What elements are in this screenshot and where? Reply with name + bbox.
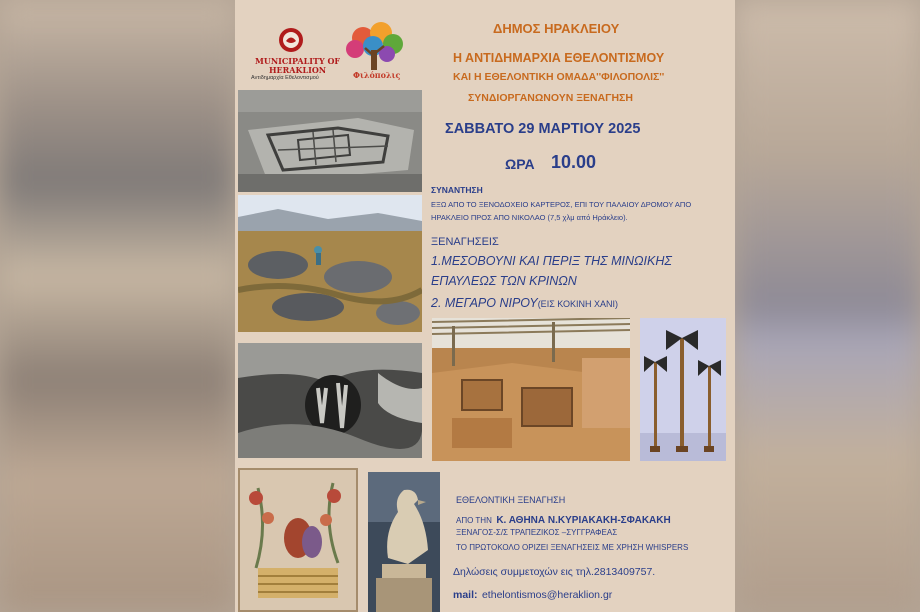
mail-link[interactable]: ethelontismos@heraklion.gr bbox=[481, 589, 613, 601]
blurred-background-right bbox=[735, 0, 920, 612]
filopolis-logo-label: Φιλόπολις bbox=[353, 70, 401, 80]
tree-icon bbox=[341, 22, 409, 72]
meeting-line-1: ΕΞΩ ΑΠΟ ΤΟ ΞΕΝΟΔΟΧΕΙΟ ΚΑΡΤΕΡΟΣ, ΕΠΙ ΤΟΥ ΠΑΛΑΙΟΥ ΔΡΟΜΟΥ ΑΠΟ bbox=[431, 200, 692, 209]
tour-item-1-line-1: 1.ΜΕΣΟΒΟΥΝΙ ΚΑΙ ΠΕΡΙΞ ΤΗΣ ΜΙΝΩΙΚΗΣ bbox=[431, 254, 672, 268]
event-poster bbox=[235, 0, 735, 612]
photo-rocky-landscape bbox=[238, 195, 422, 332]
filopolis-logo bbox=[341, 22, 411, 80]
guide-line-1: ΕΘΕΛΟΝΤΙΚΗ ΞΕΝΑΓΗΣΗ bbox=[456, 495, 566, 505]
tour-item-1-line-2: ΕΠΑΥΛΕΩΣ ΤΩΝ ΚΡΙΝΩΝ bbox=[431, 274, 577, 288]
guide-name: Κ. ΑΘΗΝΑ Ν.ΚΥΡΙΑΚΑΚΗ-ΣΦΑΚΑΚΗ bbox=[496, 515, 671, 526]
event-time-label: ΩΡΑ bbox=[505, 156, 535, 172]
contact-mail bbox=[453, 585, 612, 603]
photo-cave-interior bbox=[238, 343, 422, 458]
event-date: ΣΑΒΒΑΤΟ 29 ΜΑΡΤΙΟΥ 2025 bbox=[445, 121, 641, 137]
meeting-line-2: ΗΡΑΚΛΕΙΟ ΠΡΟΣ ΑΠΟ ΝΙΚΟΛΑΟ (7,5 χλμ από Ηράκλειο). bbox=[431, 213, 628, 222]
guide-line-2 bbox=[456, 510, 671, 528]
municipality-logo-subtitle: Αντιδημαρχία Εθελοντισμού bbox=[251, 75, 319, 81]
header-line-1: Η ΑΝΤΙΔΗΜΑΡΧΙΑ ΕΘΕΛΟΝΤΙΣΜΟΥ bbox=[453, 51, 665, 65]
municipality-emblem-icon bbox=[277, 26, 305, 54]
municipality-logo bbox=[243, 26, 339, 82]
blurred-background-left bbox=[0, 0, 235, 612]
guide-prefix: ΑΠΟ ΤΗΝ bbox=[456, 516, 492, 525]
header-line-2: ΚΑΙ Η ΕΘΕΛΟΝΤΙΚΗ ΟΜΑΔΑ''ΦΙΛΟΠΟΛΙΣ'' bbox=[453, 71, 665, 83]
photo-excavation-aerial bbox=[238, 90, 422, 192]
header-municipality: ΔΗΜΟΣ ΗΡΑΚΛΕΙΟΥ bbox=[493, 21, 620, 36]
municipality-logo-line1: MUNICIPALITY OF bbox=[255, 56, 341, 66]
tours-heading: ΞΕΝΑΓΗΣΕΙΣ bbox=[431, 236, 499, 248]
guide-line-4: ΤΟ ΠΡΩΤΟΚΟΛΟ ΟΡΙΖΕΙ ΞΕΝΑΓΗΣΕΙΣ ΜΕ ΧΡΗΣΗ WHISPERS bbox=[456, 543, 689, 552]
tour-item-2-note: (ΕΙΣ ΚΟΚΙΝΗ ΧΑΝΙ) bbox=[537, 299, 618, 309]
guide-line-3: ΞΕΝΑΓΟΣ-Σ/Σ ΤΡΑΠΕΖΙΚΟΣ –ΣΥΓΓΡΑΦΕΑΣ bbox=[456, 528, 618, 537]
contact-phone[interactable]: Δηλώσεις συμμετοχών εις τηλ.2813409757. bbox=[453, 566, 656, 578]
photo-eagle-statue bbox=[368, 472, 440, 612]
meeting-heading: ΣΥΝΑΝΤΗΣΗ bbox=[431, 185, 483, 195]
photo-nirou-megaron-ruins bbox=[432, 318, 630, 461]
header-line-3: ΣΥΝΔΙΟΡΓΑΝΩΝΟΥΝ ΞΕΝΑΓΗΣΗ bbox=[468, 92, 633, 104]
photo-double-axes bbox=[640, 318, 726, 461]
municipality-logo-line2: HERAKLION bbox=[269, 65, 327, 75]
tour-item-2-title: 2. ΜΕΓΑΡΟ ΝΙΡΟΥ bbox=[431, 296, 538, 310]
event-time-value: 10.00 bbox=[551, 152, 597, 172]
mail-label: mail: bbox=[453, 589, 478, 601]
tour-item-2 bbox=[431, 294, 618, 312]
photo-minoan-fresco bbox=[238, 468, 358, 612]
